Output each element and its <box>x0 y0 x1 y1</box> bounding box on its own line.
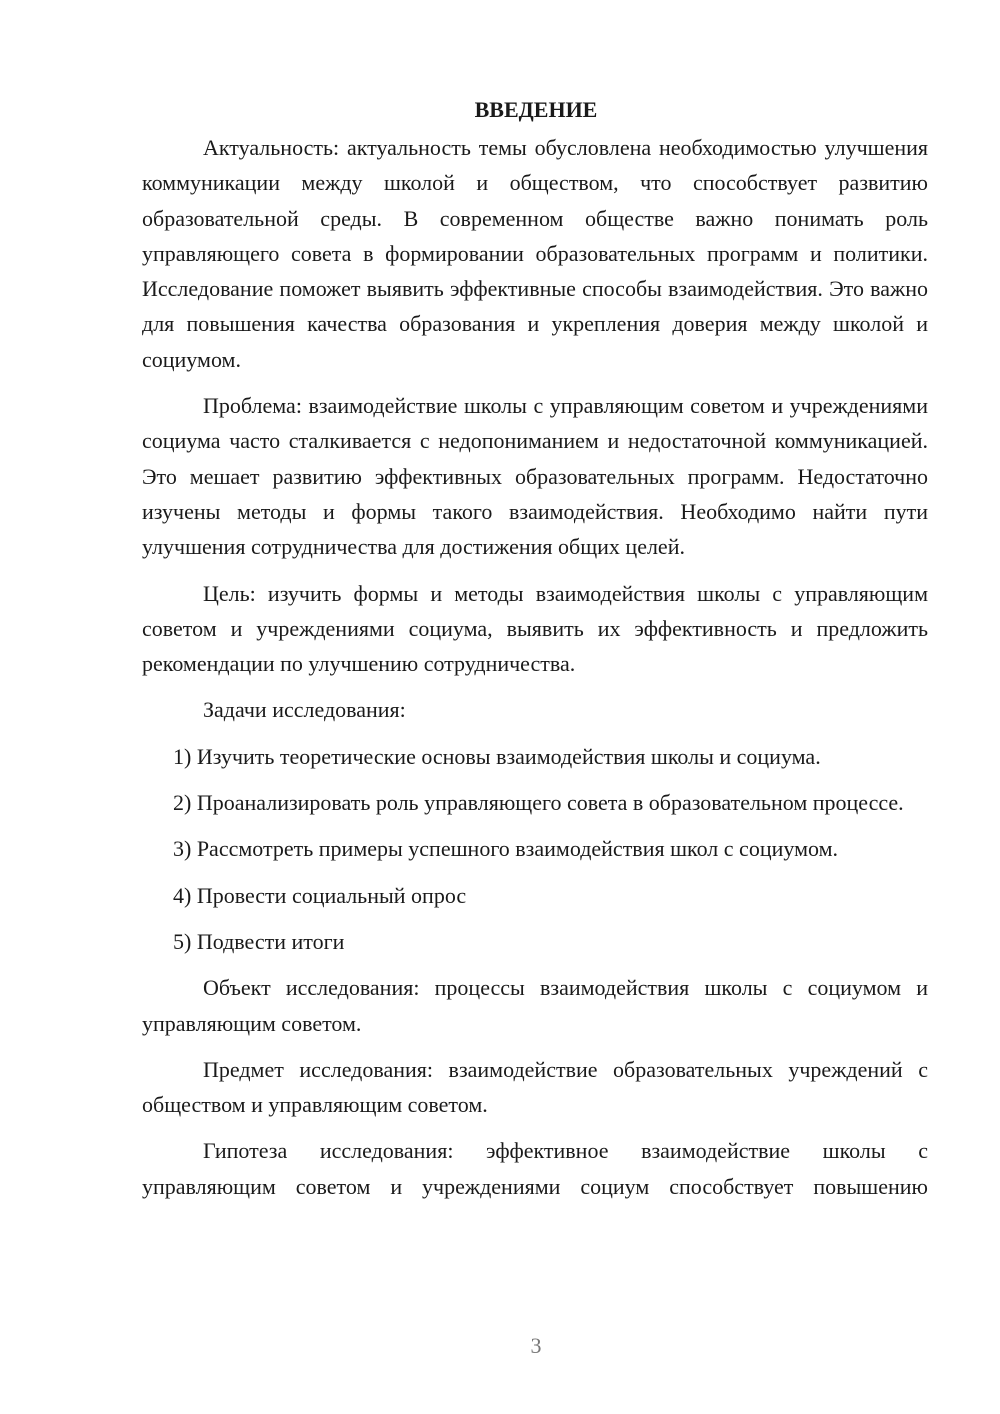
paragraph-problem: Проблема: взаимодействие школы с управляющим советом и учреждениями социума часто сталкивается с недопониманием и недостаточной коммуникацией. Это мешает развитию эффективных образовательных программ. Недостаточно изучены методы и формы такого взаимодействия. Необходимо найти пути улучшения сотрудничества для достижения общих целей. <box>142 393 928 560</box>
page-number: 3 <box>530 1333 542 1358</box>
section-title: ВВЕДЕНИЕ <box>474 97 598 122</box>
paragraph-goal: Цель: изучить формы и методы взаимодействия школы с управляющим советом и учреждениями социума, выявить их эффективность и предложить рекомендации по улучшению сотрудничества. <box>142 580 928 677</box>
paragraph-subject: Предмет исследования: взаимодействие образовательных учреждений с обществом и управляющим советом. <box>142 1056 928 1118</box>
paragraph-hypothesis: Гипотеза исследования: эффективное взаимодействие школы с управляющим советом и учреждениями социум способствует повышению <box>142 1138 928 1199</box>
paragraph-relevance: Актуальность: актуальность темы обусловлена необходимостью улучшения коммуникации между школой и обществом, что способствует развитию образовательной среды. В современном обществе важно понимать роль управляющего совета в формировании образовательных программ и политики. Исследование поможет выявить эффективные способы взаимодействия. Это важно для повышения качества образования и укрепления доверия между школой и социумом. <box>142 135 928 372</box>
document-page <box>142 90 928 1215</box>
task-item-4: 4) Провести социальный опрос <box>173 882 467 908</box>
paragraph-tasks-heading: Задачи исследования: <box>203 697 406 723</box>
task-item-2: 2) Проанализировать роль управляющего совета в образовательном процессе. <box>173 790 904 816</box>
task-item-3: 3) Рассмотреть примеры успешного взаимодействия школ с социумом. <box>173 836 838 862</box>
task-item-5: 5) Подвести итоги <box>173 928 345 954</box>
paragraph-object: Объект исследования: процессы взаимодействия школы с социумом и управляющим советом. <box>142 975 928 1036</box>
task-item-1: 1) Изучить теоретические основы взаимодействия школы и социума. <box>173 743 821 769</box>
